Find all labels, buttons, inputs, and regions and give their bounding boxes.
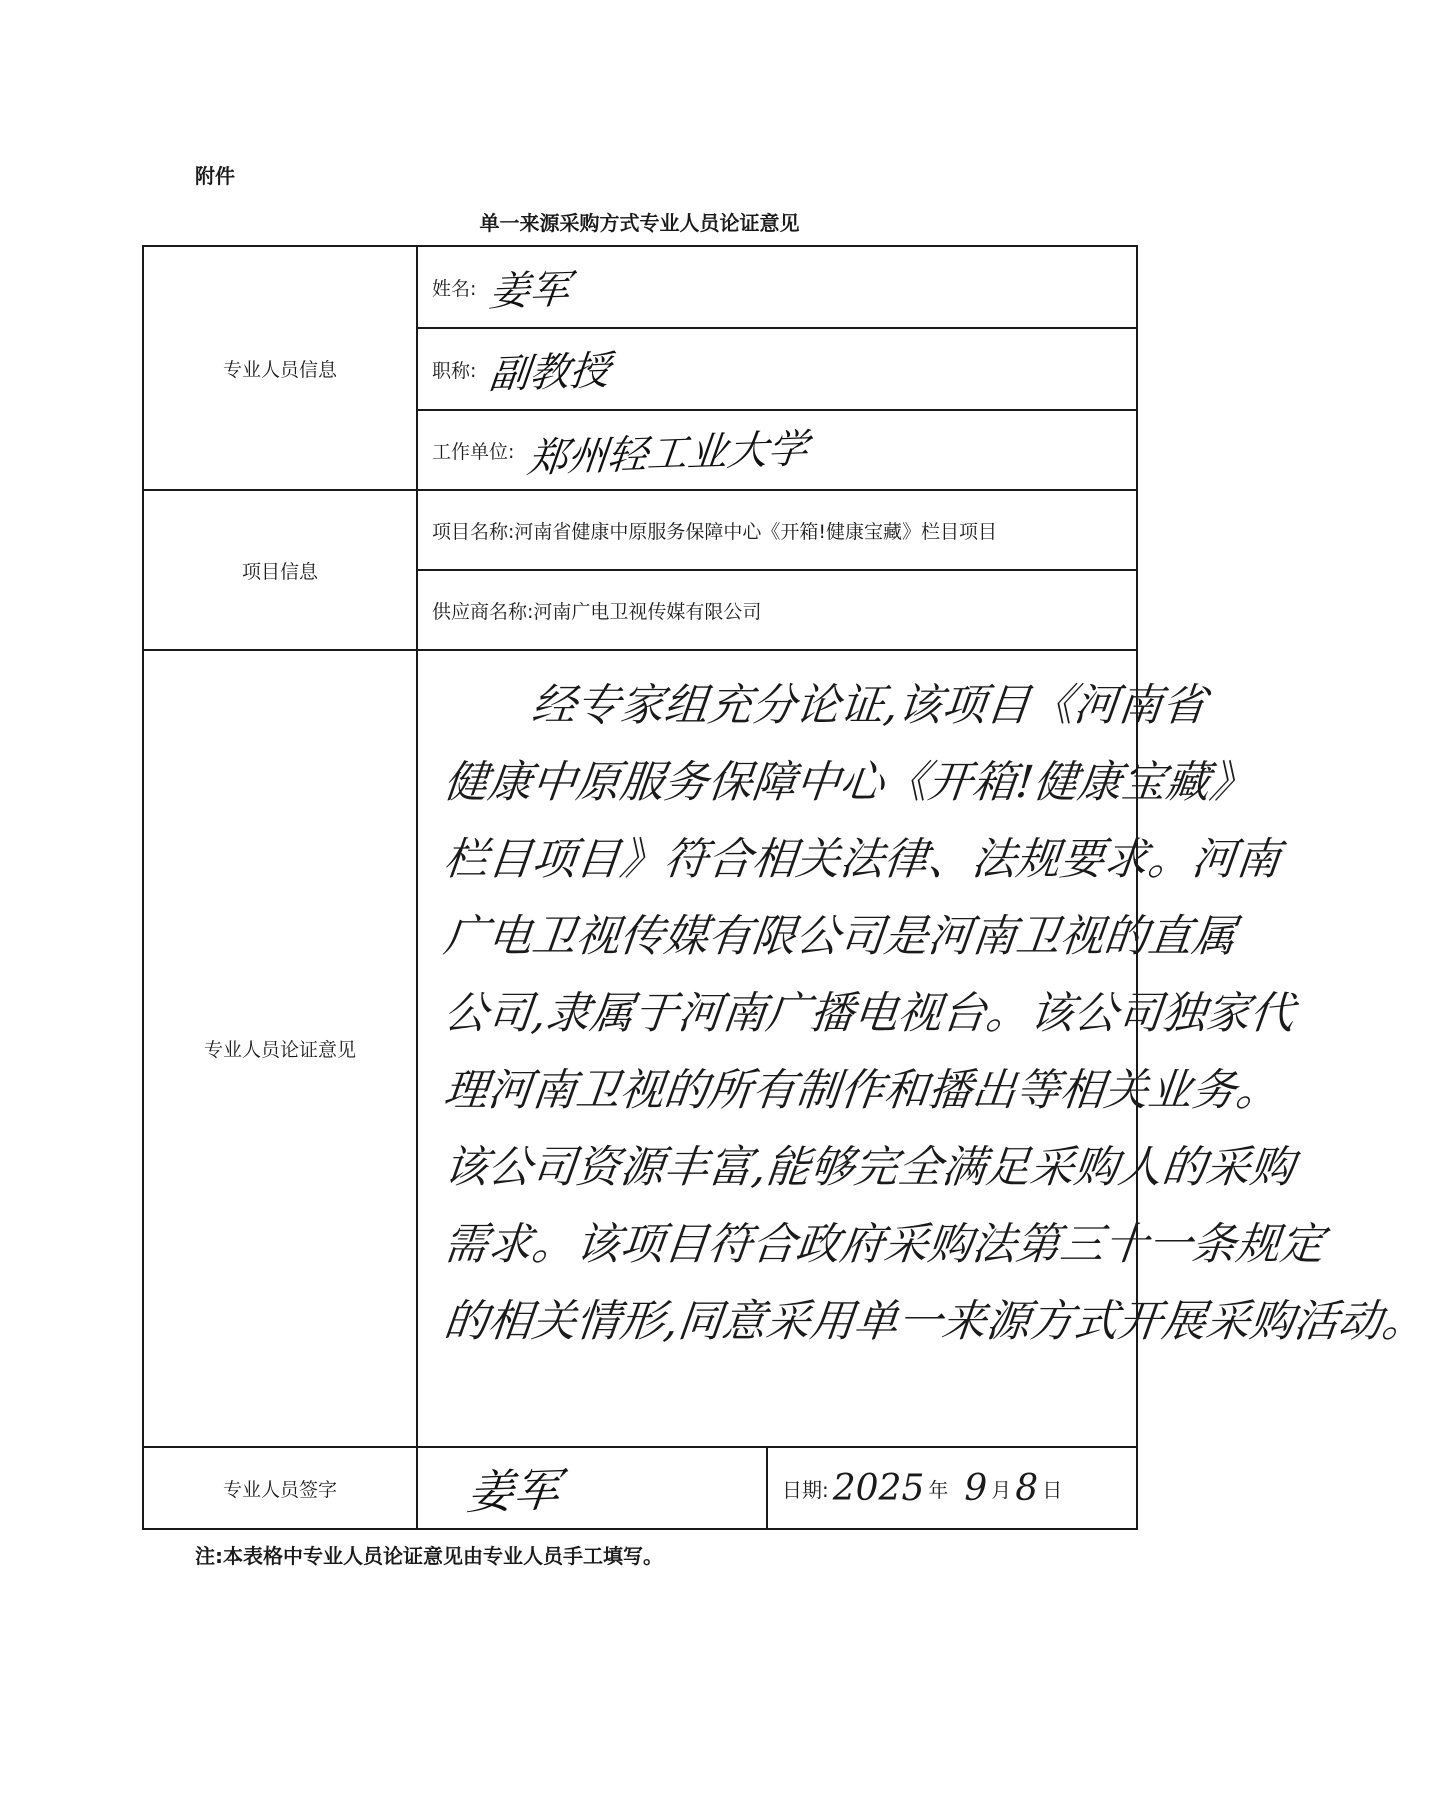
date-label: 日期:: [782, 1477, 829, 1502]
opinion-line: 该公司资源丰富,能够完全满足采购人的采购: [441, 1142, 1297, 1193]
month-unit: 月: [991, 1477, 1012, 1502]
project-name: 项目名称:河南省健康中原服务保障中心《开箱!健康宝藏》栏目项目: [432, 520, 998, 543]
date-day: 8: [1015, 1467, 1039, 1509]
title-field: [417, 328, 1137, 410]
employer-value: 郑州轻工业大学: [525, 425, 811, 482]
argument-form-table: [142, 245, 1429, 1530]
signature-section-label: 专业人员签字: [143, 1447, 417, 1529]
opinion-line: 广电卫视传媒有限公司是河南卫视的直属: [441, 911, 1239, 962]
handwritten-opinion: [418, 651, 1429, 1360]
name-field: [417, 246, 1137, 328]
date-field: [768, 1448, 1062, 1528]
name-label: 姓名:: [432, 277, 477, 300]
project-info-section-label: 项目信息: [143, 490, 417, 650]
supplier-name: 供应商名称:河南广电卫视传媒有限公司: [432, 600, 762, 623]
date-month: 9: [964, 1467, 988, 1509]
opinion-line: 公司,隶属于河南广播电视台。该公司独家代: [441, 988, 1297, 1039]
year-unit: 年: [928, 1477, 949, 1502]
name-value: 姜军: [487, 266, 573, 316]
footer-note: 注:本表格中专业人员论证意见由专业人员手工填写。: [195, 1544, 663, 1568]
project-name-field: [417, 490, 1137, 570]
supplier-name-field: [417, 570, 1137, 650]
handwritten-signature: 姜军: [464, 1462, 563, 1520]
opinion-line: 经专家组充分论证,该项目《河南省: [529, 680, 1209, 731]
opinion-field: [417, 650, 1429, 1447]
opinion-line: 的相关情形,同意采用单一来源方式开展采购活动。: [441, 1296, 1429, 1347]
opinion-line: 栏目项目》符合相关法律、法规要求。河南: [441, 834, 1283, 885]
opinion-line: 理河南卫视的所有制作和播出等相关业务。: [441, 1065, 1283, 1116]
opinion-line: 需求。该项目符合政府采购法第三十一条规定: [441, 1219, 1327, 1270]
opinion-section-label: 专业人员论证意见: [143, 650, 417, 1447]
expert-info-section-label: 专业人员信息: [143, 246, 417, 490]
attachment-label: 附件: [195, 164, 235, 188]
signature-row: [417, 1447, 1137, 1529]
title-label: 职称:: [432, 359, 477, 382]
date-year: 2025: [832, 1467, 925, 1509]
employer-label: 工作单位:: [432, 440, 515, 463]
signature-box: [418, 1448, 768, 1528]
opinion-line: 健康中原服务保障中心《开箱!健康宝藏》: [441, 757, 1257, 808]
employer-field: [417, 410, 1137, 490]
day-unit: 日: [1042, 1477, 1063, 1502]
title-value: 副教授: [487, 347, 613, 398]
document-title: 单一来源采购方式专业人员论证意见: [479, 211, 800, 235]
